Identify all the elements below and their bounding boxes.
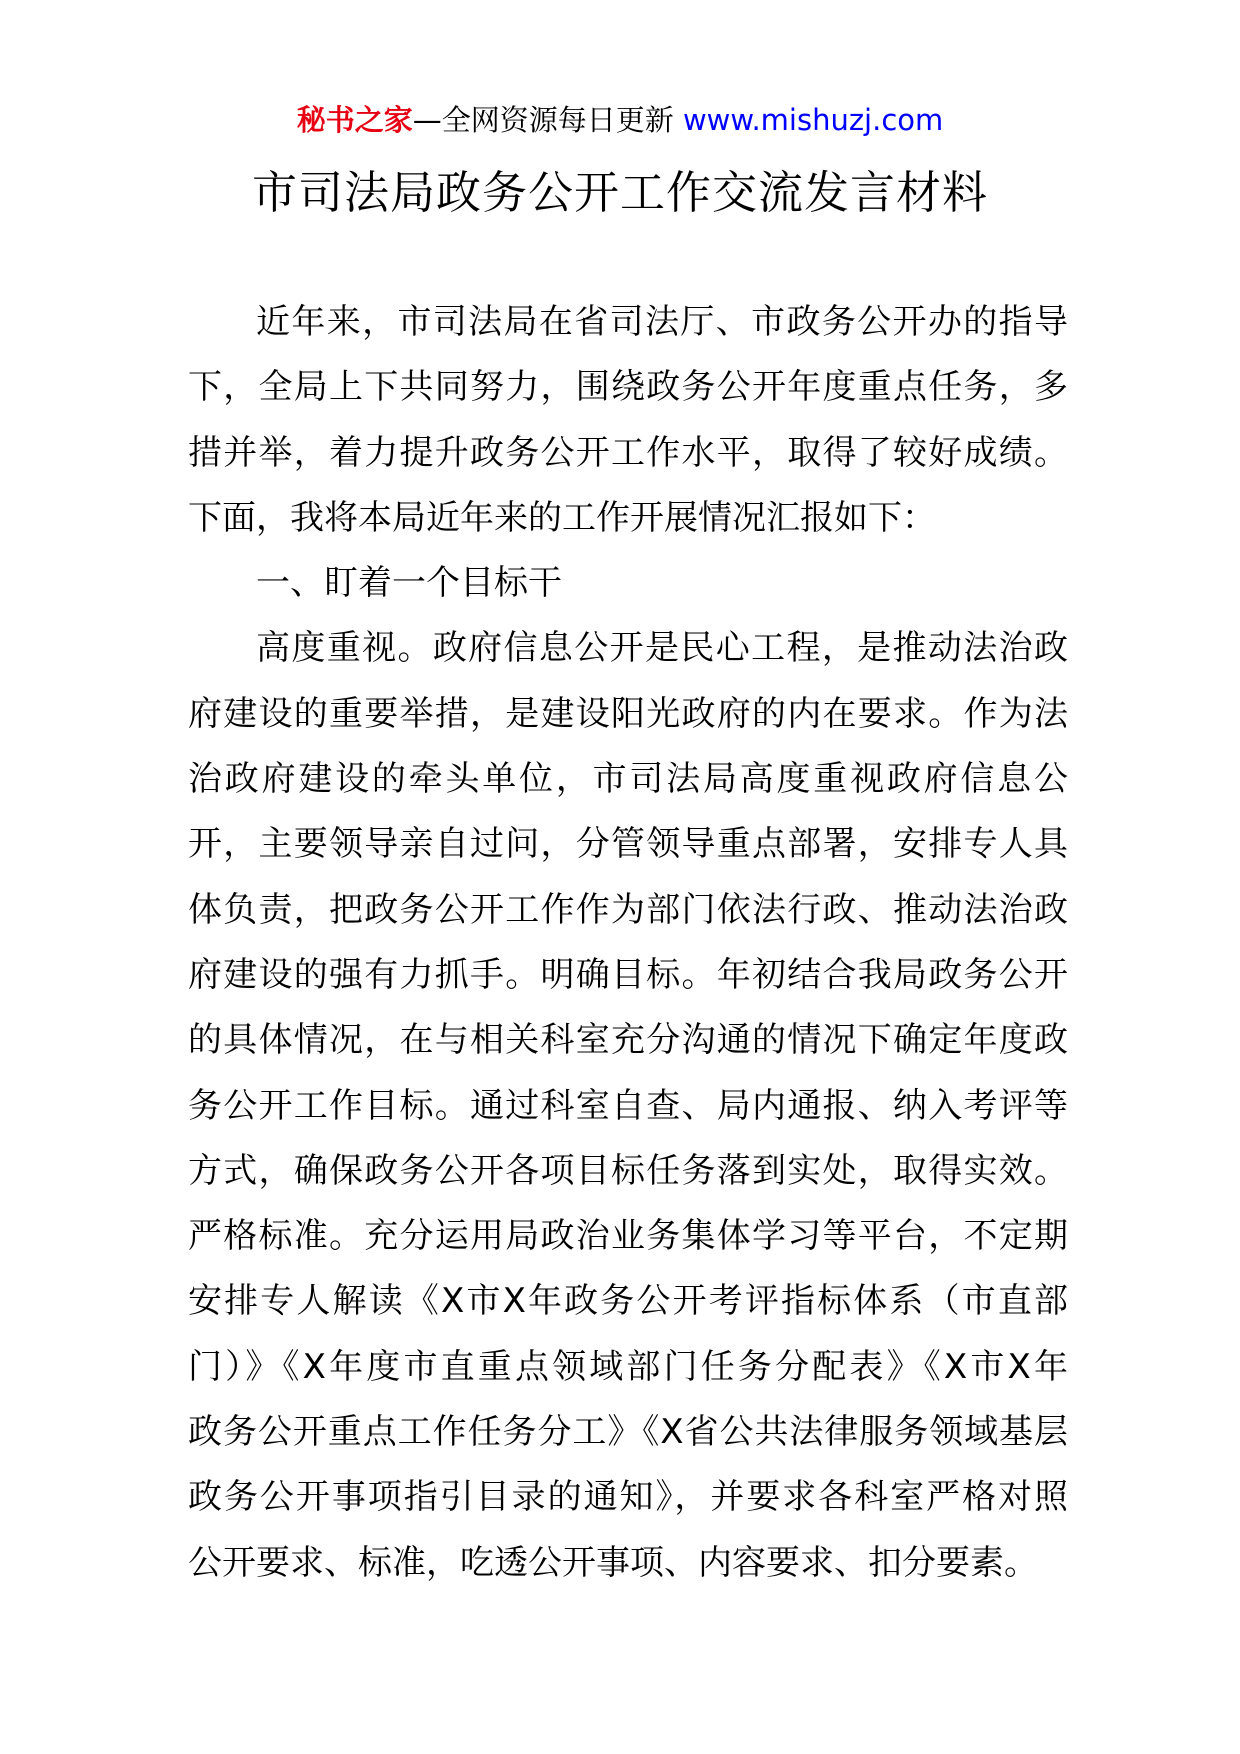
paragraph-line: 措并举，着力提升政务公开工作水平，取得了较好成绩。: [188, 432, 1068, 473]
site-header: [0, 100, 1240, 140]
site-brand: 秘书之家: [296, 103, 413, 137]
section-heading: 一、盯着一个目标干: [256, 563, 562, 604]
paragraph-line: 近年来，市司法局在省司法厅、市政务公开办的指导: [256, 302, 1068, 342]
paragraph-line: 门）》《X年度市直重点领域部门任务分配表》《X市X年: [188, 1346, 1068, 1387]
paragraph-line: 下，全局上下共同努力，围绕政务公开年度重点任务，多: [188, 367, 1068, 408]
site-tagline: —全网资源每日更新: [412, 103, 674, 137]
paragraph-line: 府建设的重要举措，是建设阳光政府的内在要求。作为法: [188, 693, 1068, 734]
paragraph-line: 政务公开事项指引目录的通知》，并要求各科室严格对照: [188, 1477, 1068, 1518]
paragraph-line: 治政府建设的牵头单位，市司法局高度重视政府信息公: [188, 759, 1068, 800]
document-body: [188, 290, 1068, 1596]
paragraph-line: 府建设的强有力抓手。明确目标。年初结合我局政务公开: [188, 954, 1068, 995]
paragraph-line: 严格标准。充分运用局政治业务集体学习等平台，不定期: [188, 1216, 1068, 1257]
site-url-link[interactable]: www.mishuzj.com: [682, 103, 944, 137]
paragraph-line: 公开要求、标准，吃透公开事项、内容要求、扣分要素。: [188, 1542, 1038, 1583]
paragraph-line: 安排专人解读《X市X年政务公开考评指标体系（市直部: [188, 1281, 1068, 1322]
paragraph-line: 方式，确保政务公开各项目标任务落到实处，取得实效。: [188, 1150, 1068, 1191]
paragraph-line: 的具体情况，在与相关科室充分沟通的情况下确定年度政: [188, 1020, 1068, 1061]
paragraph-line: 下面，我将本局近年来的工作开展情况汇报如下：: [188, 497, 936, 538]
paragraph-line: 开，主要领导亲自过问，分管领导重点部署，安排专人具: [188, 824, 1068, 865]
paragraph-line: 政务公开重点工作任务分工》《X省公共法律服务领域基层: [188, 1412, 1068, 1453]
paragraph-line: 务公开工作目标。通过科室自查、局内通报、纳入考评等: [188, 1085, 1068, 1126]
document-title: 市司法局政务公开工作交流发言材料: [251, 166, 988, 219]
paragraph-line: 高度重视。政府信息公开是民心工程，是推动法治政: [256, 628, 1068, 669]
paragraph-line: 体负责，把政务公开工作作为部门依法行政、推动法治政: [188, 889, 1068, 930]
